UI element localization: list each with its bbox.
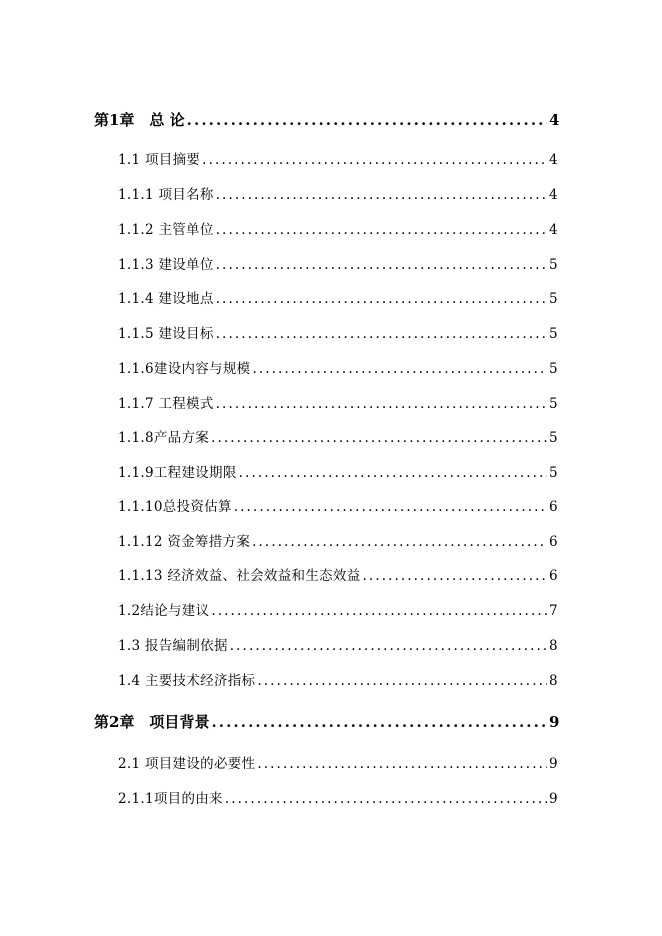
toc-entry-1-1-2[interactable]: [0, 218, 662, 240]
toc-leader-dots: [211, 712, 547, 732]
toc-leader-dots: [230, 636, 547, 656]
toc-entry-page: 9: [549, 791, 558, 807]
toc-leader-dots: [202, 150, 547, 170]
toc-entry-title: 第1章 总 论: [94, 111, 185, 129]
toc-entry-page: 4: [549, 187, 558, 203]
toc-entry-2-1[interactable]: [0, 752, 662, 774]
toc-entry-page: 4: [549, 111, 560, 129]
toc-entry-title: 1.1.8产品方案: [118, 430, 210, 446]
toc-entry-page: 5: [549, 430, 558, 446]
toc-leader-dots: [216, 324, 547, 344]
toc-entry-title: 1.1.1 项目名称: [118, 187, 214, 203]
toc-entry-page: 7: [549, 603, 558, 619]
toc-entry-page: 5: [549, 465, 558, 481]
toc-entry-title: 1.1.13 经济效益、社会效益和生态效益: [118, 568, 361, 584]
toc-entry-title: 1.1.4 建设地点: [118, 291, 214, 307]
toc-entry-page: 6: [549, 534, 558, 550]
toc-entry-page: 9: [549, 756, 558, 772]
toc-leader-dots: [363, 566, 547, 586]
toc-entry-title: 1.1.3 建设单位: [118, 257, 214, 273]
toc-entry-1-4[interactable]: [0, 669, 662, 691]
toc-entry-page: 5: [549, 257, 558, 273]
toc-entry-chapter-1[interactable]: [0, 108, 662, 130]
toc-entry-1-1-5[interactable]: [0, 322, 662, 344]
toc-leader-dots: [257, 671, 547, 691]
toc-entry-title: 第2章 项目背景: [94, 713, 210, 731]
toc-entry-title: 1.4 主要技术经济指标: [118, 673, 256, 689]
toc-entry-1-1-10[interactable]: [0, 495, 662, 517]
toc-entry-title: 1.1.7 工程模式: [118, 396, 214, 412]
toc-entry-page: 5: [549, 326, 558, 342]
toc-entry-page: 5: [549, 396, 558, 412]
toc-entry-page: 9: [549, 713, 560, 731]
toc-leader-dots: [257, 754, 547, 774]
toc-leader-dots: [234, 497, 547, 517]
toc-entry-1-1-12[interactable]: [0, 530, 662, 552]
toc-entry-1-1-3[interactable]: [0, 253, 662, 275]
toc-leader-dots: [216, 255, 547, 275]
toc-entry-title: 1.1.6建设内容与规模: [118, 361, 251, 377]
toc-entry-page: 8: [549, 673, 558, 689]
toc-entry-1-1-13[interactable]: [0, 564, 662, 586]
toc-leader-dots: [252, 532, 547, 552]
toc-entry-title: 1.2结论与建议: [118, 603, 210, 619]
toc-leader-dots: [216, 220, 547, 240]
toc-entry-1-1-6[interactable]: [0, 357, 662, 379]
toc-leader-dots: [216, 394, 547, 414]
toc-entry-title: 2.1 项目建设的必要性: [118, 756, 256, 772]
toc-entry-title: 1.1.9工程建设期限: [118, 465, 237, 481]
toc-entry-page: 5: [549, 291, 558, 307]
toc-leader-dots: [225, 789, 547, 809]
toc-leader-dots: [239, 463, 547, 483]
toc-leader-dots: [216, 185, 547, 205]
toc-entry-1-1-4[interactable]: [0, 287, 662, 309]
toc-entry-page: 6: [549, 499, 558, 515]
toc-entry-1-1-8[interactable]: [0, 426, 662, 448]
toc-entry-1-2[interactable]: [0, 599, 662, 621]
toc-leader-dots: [216, 289, 547, 309]
toc-leader-dots: [211, 428, 547, 448]
toc-entry-2-1-1[interactable]: [0, 787, 662, 809]
toc-entry-title: 1.1.10总投资估算: [118, 499, 232, 515]
toc-entry-1-1-9[interactable]: [0, 461, 662, 483]
toc-entry-title: 1.3 报告编制依据: [118, 638, 228, 654]
toc-entry-page: 4: [549, 222, 558, 238]
toc-entry-1-1-1[interactable]: [0, 183, 662, 205]
toc-entry-title: 1.1.2 主管单位: [118, 222, 214, 238]
toc-leader-dots: [252, 359, 547, 379]
toc-entry-title: 1.1.5 建设目标: [118, 326, 214, 342]
toc-entry-page: 5: [549, 361, 558, 377]
toc-entry-chapter-2[interactable]: [0, 710, 662, 732]
toc-entry-1-3[interactable]: [0, 634, 662, 656]
toc-leader-dots: [187, 110, 547, 130]
toc-entry-title: 1.1.12 资金筹措方案: [118, 534, 251, 550]
toc-entry-1-1[interactable]: [0, 148, 662, 170]
toc-entry-title: 1.1 项目摘要: [118, 152, 201, 168]
toc-entry-title: 2.1.1项目的由来: [118, 791, 223, 807]
toc-leader-dots: [211, 601, 547, 621]
toc-entry-page: 4: [549, 152, 558, 168]
toc-entry-page: 8: [549, 638, 558, 654]
toc-entry-page: 6: [549, 568, 558, 584]
toc-entry-1-1-7[interactable]: [0, 392, 662, 414]
